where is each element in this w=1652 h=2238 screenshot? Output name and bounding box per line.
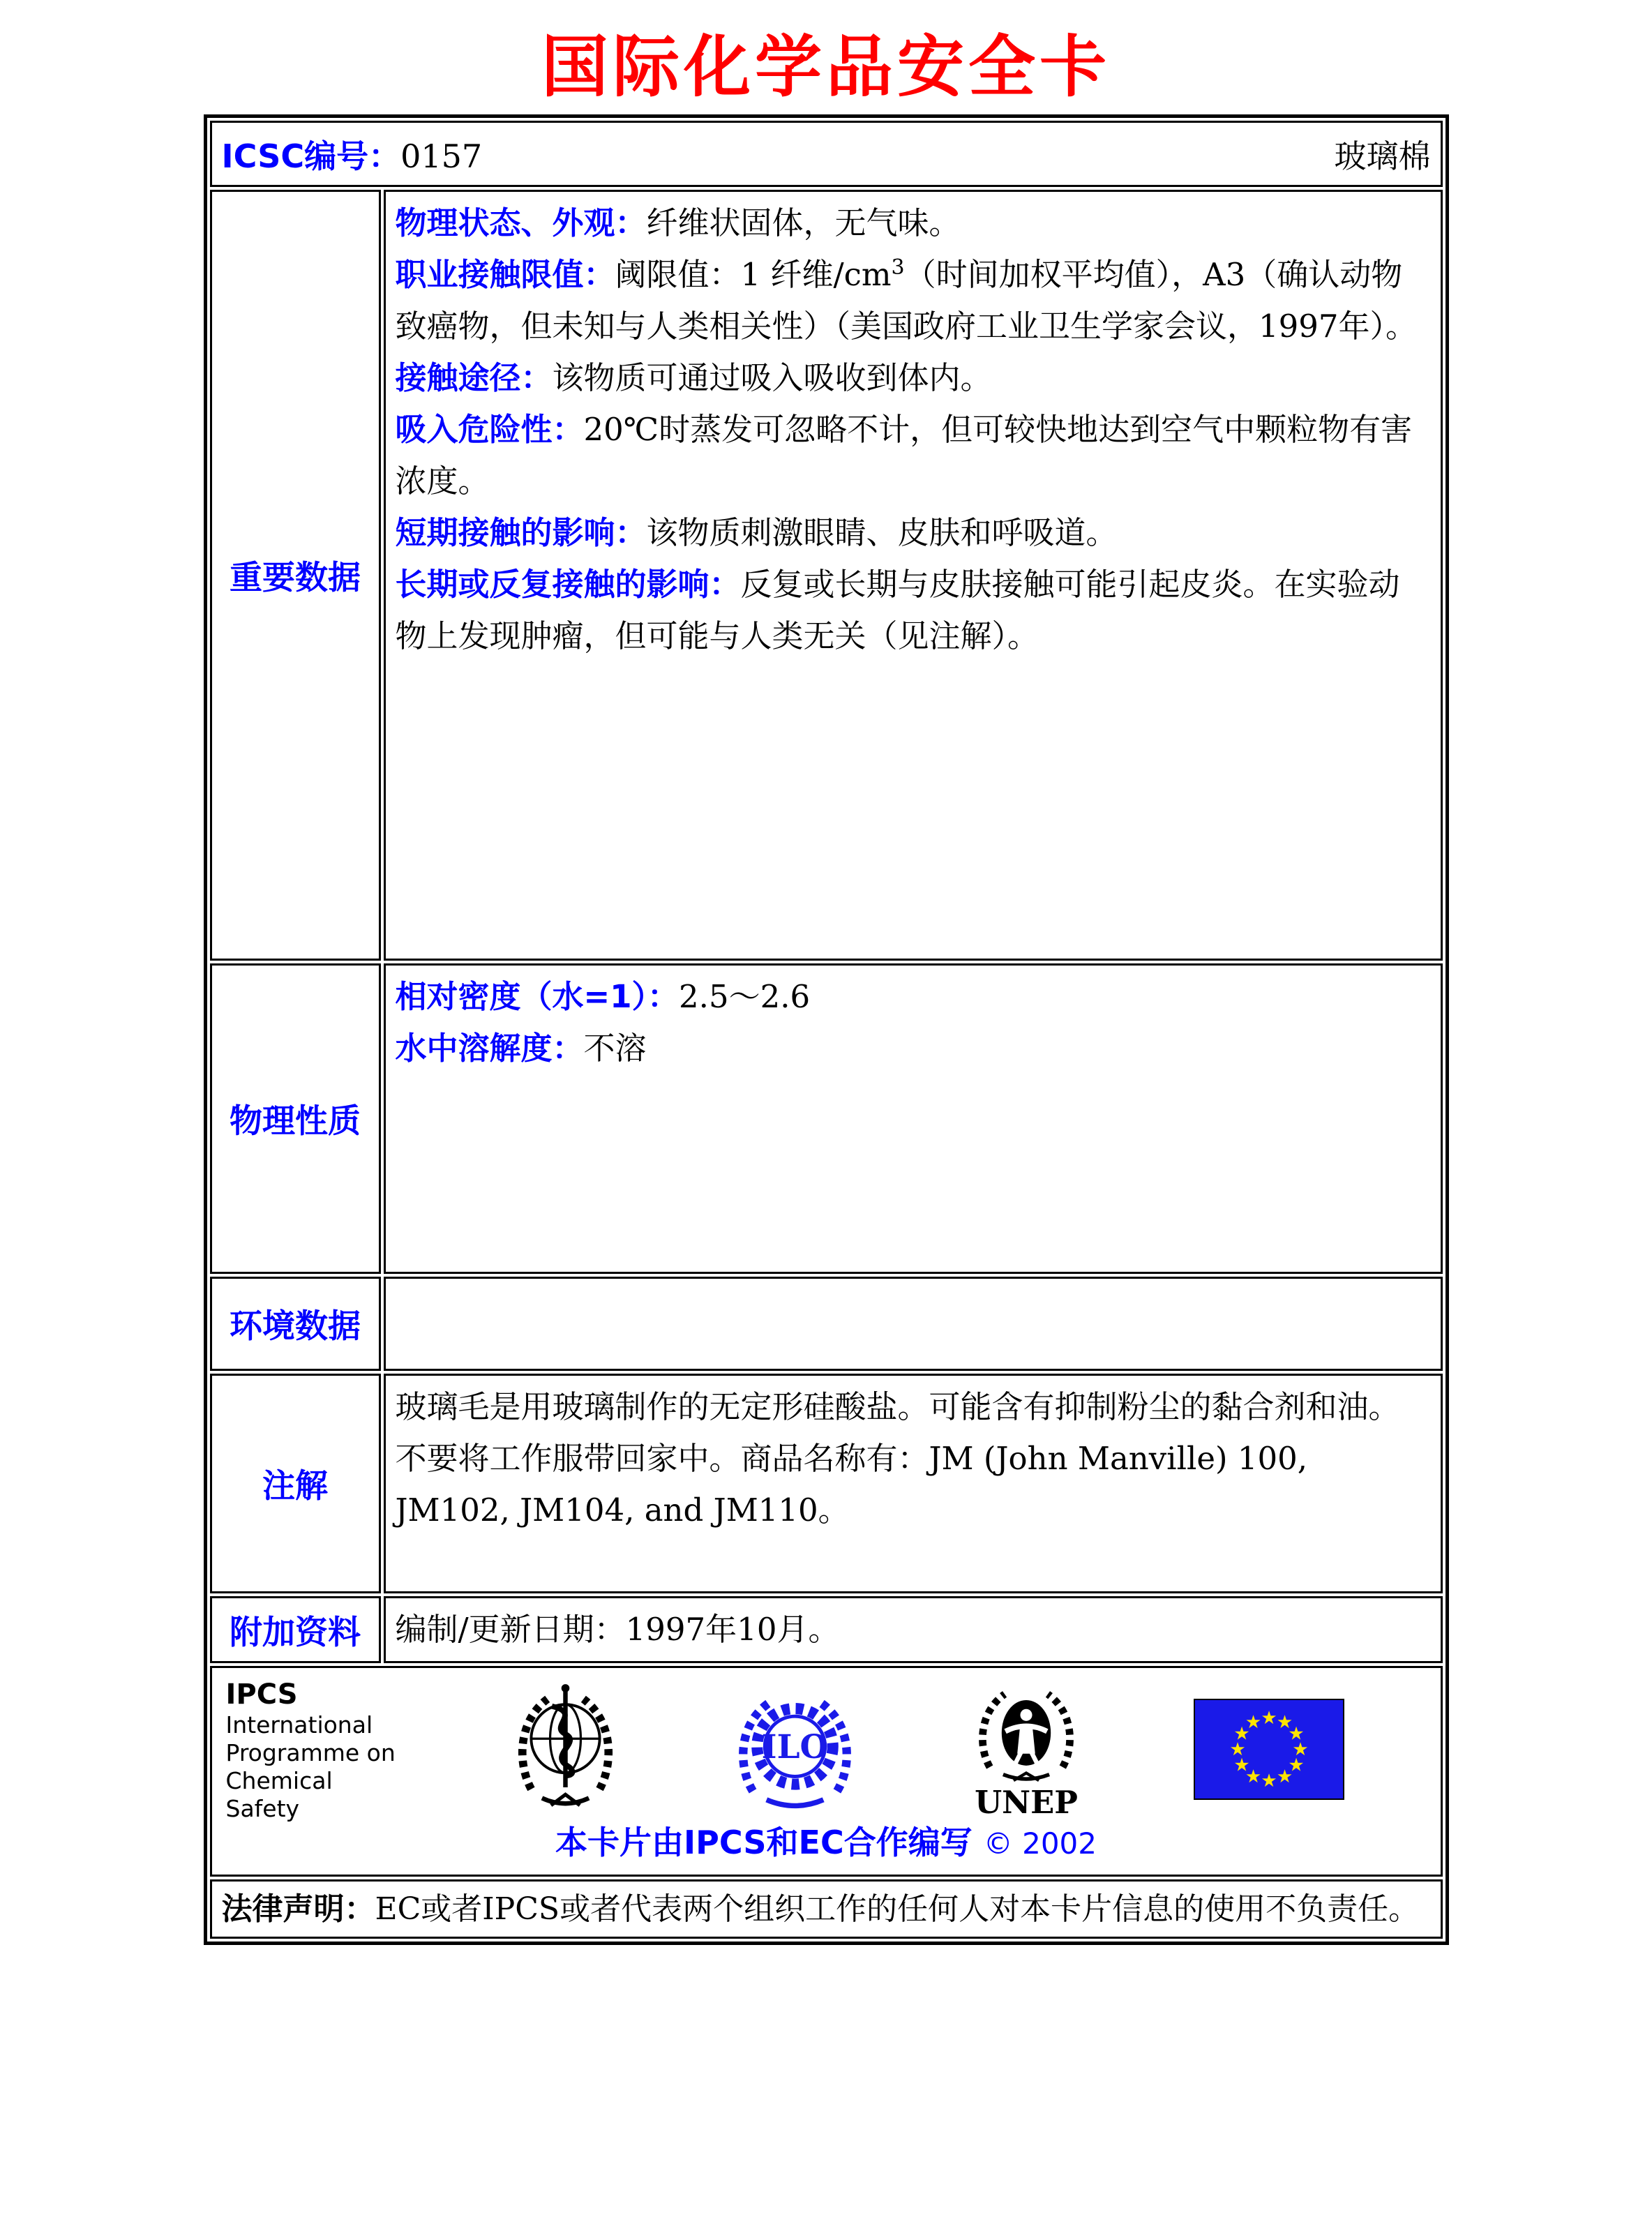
field-value: 20℃时蒸发可忽略不计，但可较快地达到空气中颗粒物有害浓度。 bbox=[395, 411, 1413, 500]
copyright-text: © 2002 bbox=[983, 1826, 1097, 1861]
field-short-term-effects bbox=[396, 507, 1431, 559]
icsc-number-cell bbox=[210, 121, 1443, 187]
ipcs-acronym: IPCS bbox=[225, 1678, 298, 1711]
svg-text:★: ★ bbox=[1291, 1738, 1309, 1760]
field-value: 不溶 bbox=[583, 1030, 647, 1067]
field-inhalation-risk bbox=[396, 404, 1431, 507]
physical-properties-row bbox=[210, 963, 1443, 1274]
legal-notice-text: EC或者IPCS或者代表两个组织工作的任何人对本卡片信息的使用不负责任。 bbox=[375, 1891, 1420, 1927]
field-value: 该物质刺激眼睛、皮肤和呼吸道。 bbox=[646, 514, 1118, 551]
svg-text:★: ★ bbox=[1276, 1711, 1293, 1733]
superscript-3: 3 bbox=[891, 255, 905, 280]
environmental-data-row bbox=[210, 1277, 1443, 1371]
svg-text:★: ★ bbox=[1229, 1738, 1246, 1760]
important-data-content bbox=[384, 190, 1443, 961]
legal-notice-cell bbox=[210, 1879, 1443, 1939]
notes-row-label: 注解 bbox=[210, 1374, 381, 1593]
field-water-solubility bbox=[396, 1023, 1431, 1074]
organizations-cell bbox=[210, 1666, 1443, 1877]
svg-text:★: ★ bbox=[1260, 1707, 1277, 1729]
environmental-data-content bbox=[384, 1277, 1443, 1371]
ilo-logo-icon bbox=[730, 1686, 859, 1815]
icsc-number-value: 0157 bbox=[400, 137, 483, 175]
field-value: 2.5～2.6 bbox=[679, 978, 811, 1015]
field-label: 物理状态、外观： bbox=[395, 204, 647, 241]
icsc-number-label: ICSC编号： bbox=[221, 137, 401, 175]
cooperation-caption bbox=[222, 1823, 1431, 1869]
icsc-number-group bbox=[222, 131, 483, 177]
svg-text:★: ★ bbox=[1245, 1711, 1261, 1733]
notes-text: 玻璃毛是用玻璃制作的无定形硅酸盐。可能含有抑制粉尘的黏合剂和油。不要将工作服带回家中。商品名称有：JM (John Manville) 100, JM102, JM104, and JM110。 bbox=[395, 1388, 1400, 1529]
field-value-pre: 阈限值：1 纤维/cm bbox=[615, 256, 892, 293]
svg-text:★: ★ bbox=[1233, 1723, 1250, 1745]
caption-text: 本卡片由IPCS和EC合作编写 bbox=[555, 1824, 973, 1861]
eu-flag-wrap bbox=[1194, 1699, 1344, 1803]
svg-text:★: ★ bbox=[1287, 1723, 1305, 1745]
substance-name: 玻璃棉 bbox=[1334, 137, 1431, 175]
field-label: 接触途径： bbox=[395, 359, 553, 396]
unep-logo-text: UNEP bbox=[975, 1783, 1079, 1821]
additional-info-content bbox=[384, 1596, 1443, 1663]
additional-info-row-label: 附加资料 bbox=[210, 1596, 381, 1663]
physical-properties-row-label: 物理性质 bbox=[210, 963, 381, 1274]
additional-info-row bbox=[210, 1596, 1443, 1663]
svg-text:★: ★ bbox=[1287, 1755, 1305, 1776]
icsc-number-row bbox=[210, 121, 1443, 187]
svg-text:★: ★ bbox=[1260, 1770, 1277, 1792]
eu-flag-icon bbox=[1194, 1699, 1344, 1800]
field-routes-of-exposure bbox=[396, 352, 1431, 404]
notes-row bbox=[210, 1374, 1443, 1593]
safety-card-sheet bbox=[204, 0, 1449, 1945]
field-value: 该物质可通过吸入吸收到体内。 bbox=[552, 359, 992, 396]
svg-text:★: ★ bbox=[1276, 1766, 1293, 1787]
field-occupational-exposure-limits bbox=[396, 249, 1431, 352]
field-value: 反复或长期与皮肤接触可能引起皮炎。在实验动物上发现肿瘤，但可能与人类无关（见注解）。 bbox=[395, 566, 1400, 654]
physical-properties-content bbox=[384, 963, 1443, 1274]
ilo-logo-text: ILO bbox=[761, 1727, 829, 1766]
important-data-row bbox=[210, 190, 1443, 961]
svg-text:★: ★ bbox=[1245, 1766, 1261, 1787]
legal-notice-label: 法律声明： bbox=[221, 1891, 375, 1927]
field-relative-density bbox=[396, 971, 1431, 1023]
field-value-post: （时间加权平均值），A3（确认动物致癌物，但未知与人类相关性）（美国政府工业卫生学家会议，1997年）。 bbox=[395, 256, 1418, 345]
field-physical-state bbox=[396, 197, 1431, 249]
notes-content bbox=[384, 1374, 1443, 1593]
ipcs-line-2: Programme on bbox=[225, 1739, 396, 1766]
field-label: 短期接触的影响： bbox=[395, 514, 647, 551]
field-label: 职业接触限值： bbox=[395, 256, 615, 293]
important-data-row-label: 重要数据 bbox=[210, 190, 381, 961]
organizations-row bbox=[210, 1666, 1443, 1877]
logo-strip bbox=[222, 1674, 1431, 1823]
ipcs-text-block bbox=[226, 1678, 400, 1823]
field-label: 长期或反复接触的影响： bbox=[395, 566, 741, 603]
field-label: 相对密度（水=1）： bbox=[395, 978, 679, 1015]
field-label: 吸入危险性： bbox=[395, 411, 584, 448]
environmental-data-row-label: 环境数据 bbox=[210, 1277, 381, 1371]
field-label: 水中溶解度： bbox=[395, 1030, 584, 1067]
legal-notice-row bbox=[210, 1879, 1443, 1939]
icsc-card-table bbox=[204, 114, 1449, 1945]
field-long-term-effects bbox=[396, 559, 1431, 662]
unep-logo-icon bbox=[970, 1679, 1082, 1822]
who-logo-icon bbox=[511, 1681, 620, 1820]
page-title: 国际化学品安全卡 bbox=[541, 27, 1111, 106]
ipcs-line-3: Chemical Safety bbox=[225, 1767, 333, 1822]
additional-info-text: 编制/更新日期：1997年10月。 bbox=[395, 1611, 840, 1648]
ipcs-line-1: International bbox=[225, 1711, 373, 1738]
field-value: 纤维状固体，无气味。 bbox=[646, 204, 961, 241]
svg-text:★: ★ bbox=[1233, 1755, 1250, 1776]
